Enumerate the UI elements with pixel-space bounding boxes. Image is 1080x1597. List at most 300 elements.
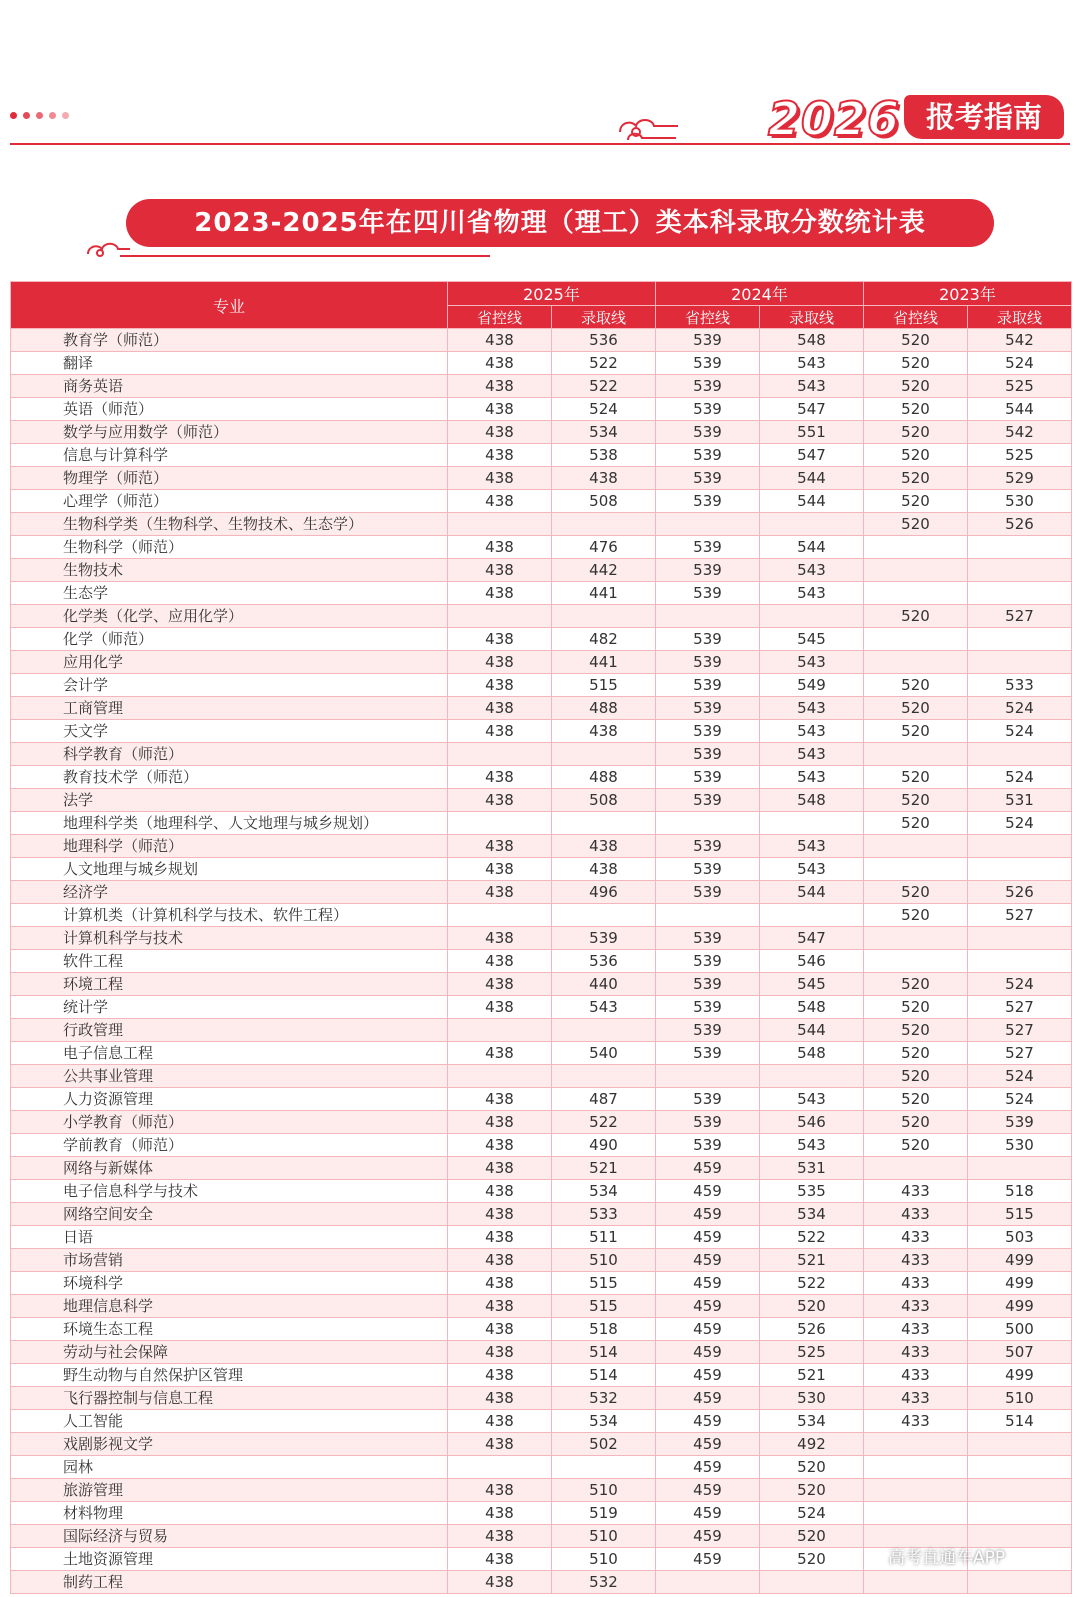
score-cell [968, 536, 1072, 559]
table-row [11, 1157, 1072, 1180]
score-cell: 539 [656, 559, 760, 582]
score-cell: 539 [656, 444, 760, 467]
table-row [11, 1433, 1072, 1456]
table-row [11, 720, 1072, 743]
score-cell [864, 858, 968, 881]
score-cell: 529 [968, 467, 1072, 490]
score-cell: 548 [760, 1042, 864, 1065]
score-cell [760, 605, 864, 628]
score-cell: 433 [864, 1180, 968, 1203]
major-name-cell: 天文学 [11, 720, 448, 743]
table-row [11, 1295, 1072, 1318]
table-row [11, 421, 1072, 444]
table-row [11, 444, 1072, 467]
major-name-cell: 野生动物与自然保护区管理 [11, 1364, 448, 1387]
score-cell: 433 [864, 1203, 968, 1226]
score-cell [552, 605, 656, 628]
score-cell: 508 [552, 789, 656, 812]
score-cell: 544 [760, 467, 864, 490]
score-cell: 499 [968, 1272, 1072, 1295]
table-row [11, 1065, 1072, 1088]
table-row [11, 467, 1072, 490]
score-cell: 459 [656, 1295, 760, 1318]
score-cell: 438 [448, 536, 552, 559]
score-cell [968, 559, 1072, 582]
score-cell [864, 835, 968, 858]
score-cell: 459 [656, 1272, 760, 1295]
major-name-cell: 生态学 [11, 582, 448, 605]
score-cell: 520 [760, 1479, 864, 1502]
score-cell: 539 [656, 1111, 760, 1134]
score-cell: 539 [656, 973, 760, 996]
score-cell: 441 [552, 651, 656, 674]
score-cell [448, 1065, 552, 1088]
score-cell: 520 [864, 1111, 968, 1134]
score-cell: 543 [760, 375, 864, 398]
page-title: 2023-2025年在四川省物理（理工）类本科录取分数统计表 [126, 199, 994, 247]
score-cell: 526 [760, 1318, 864, 1341]
score-cell: 524 [968, 812, 1072, 835]
score-cell: 511 [552, 1226, 656, 1249]
table-row [11, 904, 1072, 927]
score-cell: 525 [968, 375, 1072, 398]
table-row [11, 674, 1072, 697]
score-cell: 499 [968, 1249, 1072, 1272]
major-name-cell: 地理科学类（地理科学、人文地理与城乡规划） [11, 812, 448, 835]
score-cell: 520 [864, 398, 968, 421]
score-cell: 527 [968, 605, 1072, 628]
major-name-cell: 日语 [11, 1226, 448, 1249]
table-row [11, 1088, 1072, 1111]
sub-header: 省控线 [448, 306, 552, 329]
score-cell: 521 [552, 1157, 656, 1180]
table-row [11, 1134, 1072, 1157]
major-name-cell: 会计学 [11, 674, 448, 697]
score-cell: 438 [448, 973, 552, 996]
score-cell: 520 [864, 513, 968, 536]
score-cell: 526 [968, 881, 1072, 904]
score-cell [968, 582, 1072, 605]
score-cell: 438 [448, 582, 552, 605]
score-cell: 499 [968, 1364, 1072, 1387]
score-cell: 530 [760, 1387, 864, 1410]
major-name-cell: 国际经济与贸易 [11, 1525, 448, 1548]
table-row [11, 1410, 1072, 1433]
score-cell: 524 [968, 766, 1072, 789]
sub-header: 省控线 [656, 306, 760, 329]
score-cell: 520 [864, 605, 968, 628]
table-row [11, 513, 1072, 536]
score-cell: 543 [760, 582, 864, 605]
table-row [11, 789, 1072, 812]
score-cell [864, 743, 968, 766]
score-cell: 534 [552, 1410, 656, 1433]
score-cell: 520 [864, 996, 968, 1019]
major-name-cell: 教育学（师范） [11, 329, 448, 352]
table-row [11, 605, 1072, 628]
score-cell: 442 [552, 559, 656, 582]
score-cell: 520 [864, 674, 968, 697]
major-name-cell: 环境工程 [11, 973, 448, 996]
major-name-cell: 人工智能 [11, 1410, 448, 1433]
table-row [11, 1456, 1072, 1479]
major-name-cell: 电子信息科学与技术 [11, 1180, 448, 1203]
score-cell: 520 [864, 444, 968, 467]
major-name-cell: 数学与应用数学（师范） [11, 421, 448, 444]
table-row [11, 628, 1072, 651]
score-cell: 539 [656, 1134, 760, 1157]
score-cell: 548 [760, 996, 864, 1019]
score-cell: 527 [968, 1042, 1072, 1065]
score-cell: 500 [968, 1318, 1072, 1341]
score-cell: 520 [864, 1019, 968, 1042]
score-cell [760, 904, 864, 927]
score-cell: 539 [656, 421, 760, 444]
score-cell: 538 [552, 444, 656, 467]
score-cell [656, 605, 760, 628]
table-row [11, 927, 1072, 950]
score-cell: 539 [656, 766, 760, 789]
table-row [11, 1571, 1072, 1594]
score-cell [968, 743, 1072, 766]
table-row [11, 1203, 1072, 1226]
sub-header: 录取线 [968, 306, 1072, 329]
table-row [11, 881, 1072, 904]
score-cell: 510 [552, 1249, 656, 1272]
score-cell: 539 [656, 789, 760, 812]
score-cell: 438 [448, 881, 552, 904]
table-row [11, 1019, 1072, 1042]
score-cell: 539 [656, 1019, 760, 1042]
score-cell: 522 [552, 1111, 656, 1134]
major-name-cell: 网络与新媒体 [11, 1157, 448, 1180]
score-cell [864, 651, 968, 674]
score-cell [968, 1456, 1072, 1479]
major-name-cell: 园林 [11, 1456, 448, 1479]
table-row [11, 375, 1072, 398]
major-name-cell: 生物技术 [11, 559, 448, 582]
score-cell [656, 904, 760, 927]
score-cell: 441 [552, 582, 656, 605]
table-row [11, 743, 1072, 766]
table-row [11, 490, 1072, 513]
score-cell [760, 812, 864, 835]
score-cell: 539 [656, 697, 760, 720]
score-cell: 543 [760, 720, 864, 743]
score-cell: 438 [448, 1433, 552, 1456]
table-row [11, 996, 1072, 1019]
score-cell: 520 [864, 467, 968, 490]
major-name-cell: 网络空间安全 [11, 1203, 448, 1226]
score-cell [656, 513, 760, 536]
score-cell: 438 [448, 628, 552, 651]
score-cell: 520 [760, 1548, 864, 1571]
table-row [11, 1364, 1072, 1387]
score-cell: 438 [448, 1295, 552, 1318]
score-cell: 438 [448, 1341, 552, 1364]
major-name-cell: 地理信息科学 [11, 1295, 448, 1318]
score-cell: 543 [552, 996, 656, 1019]
score-cell: 510 [552, 1548, 656, 1571]
major-name-cell: 应用化学 [11, 651, 448, 674]
score-cell: 438 [448, 1088, 552, 1111]
score-cell: 515 [552, 1272, 656, 1295]
score-cell: 539 [656, 950, 760, 973]
table-row [11, 1226, 1072, 1249]
score-cell: 433 [864, 1341, 968, 1364]
score-cell: 524 [968, 973, 1072, 996]
score-cell: 438 [552, 835, 656, 858]
major-name-cell: 材料物理 [11, 1502, 448, 1525]
score-cell: 514 [552, 1364, 656, 1387]
score-cell [864, 927, 968, 950]
score-cell: 520 [760, 1295, 864, 1318]
score-cell: 539 [656, 858, 760, 881]
score-cell: 543 [760, 352, 864, 375]
score-cell: 433 [864, 1410, 968, 1433]
score-cell: 521 [760, 1249, 864, 1272]
score-cell: 547 [760, 927, 864, 950]
score-cell: 459 [656, 1502, 760, 1525]
table-row [11, 973, 1072, 996]
year-header-2024: 2024年 [656, 282, 864, 306]
score-cell: 534 [552, 1180, 656, 1203]
table-row [11, 835, 1072, 858]
year-header-2023: 2023年 [864, 282, 1072, 306]
major-name-cell: 电子信息工程 [11, 1042, 448, 1065]
major-name-cell: 化学类（化学、应用化学） [11, 605, 448, 628]
major-name-cell: 人力资源管理 [11, 1088, 448, 1111]
major-name-cell: 旅游管理 [11, 1479, 448, 1502]
score-cell [864, 1456, 968, 1479]
score-cell: 438 [552, 467, 656, 490]
score-cell: 532 [552, 1387, 656, 1410]
score-cell [864, 582, 968, 605]
score-cell [864, 1479, 968, 1502]
score-cell: 510 [552, 1479, 656, 1502]
table-row [11, 1479, 1072, 1502]
score-cell: 459 [656, 1341, 760, 1364]
score-cell: 527 [968, 996, 1072, 1019]
score-cell: 438 [448, 375, 552, 398]
score-cell: 543 [760, 697, 864, 720]
score-cell: 433 [864, 1226, 968, 1249]
score-cell: 524 [968, 1065, 1072, 1088]
score-cell: 482 [552, 628, 656, 651]
table-row [11, 858, 1072, 881]
score-cell: 438 [552, 858, 656, 881]
score-cell: 459 [656, 1226, 760, 1249]
score-cell: 524 [968, 352, 1072, 375]
score-cell: 520 [864, 375, 968, 398]
score-cell: 438 [448, 1364, 552, 1387]
score-cell: 527 [968, 1019, 1072, 1042]
major-name-cell: 生物科学（师范） [11, 536, 448, 559]
score-cell: 438 [448, 1134, 552, 1157]
major-name-cell: 计算机类（计算机科学与技术、软件工程） [11, 904, 448, 927]
score-cell: 520 [864, 904, 968, 927]
score-cell: 438 [448, 352, 552, 375]
score-cell: 438 [448, 490, 552, 513]
score-cell: 522 [760, 1226, 864, 1249]
score-cell: 438 [448, 1479, 552, 1502]
score-cell: 547 [760, 444, 864, 467]
score-cell: 438 [448, 398, 552, 421]
score-cell: 522 [760, 1272, 864, 1295]
score-cell: 519 [552, 1502, 656, 1525]
score-cell: 544 [968, 398, 1072, 421]
score-cell: 533 [552, 1203, 656, 1226]
score-cell: 539 [656, 536, 760, 559]
score-cell: 488 [552, 697, 656, 720]
score-cell: 520 [864, 1042, 968, 1065]
score-cell: 539 [656, 674, 760, 697]
score-cell: 539 [656, 352, 760, 375]
score-cell: 534 [760, 1203, 864, 1226]
score-cell [656, 1571, 760, 1594]
score-table [10, 281, 1072, 1594]
cloud-ornament-icon [618, 112, 680, 146]
score-cell: 438 [448, 1571, 552, 1594]
score-cell: 438 [448, 467, 552, 490]
score-cell: 539 [656, 743, 760, 766]
score-cell: 539 [656, 582, 760, 605]
score-cell: 507 [968, 1341, 1072, 1364]
score-cell: 492 [760, 1433, 864, 1456]
score-cell [552, 743, 656, 766]
score-cell: 503 [968, 1226, 1072, 1249]
score-cell: 544 [760, 536, 864, 559]
major-name-cell: 工商管理 [11, 697, 448, 720]
year-badge: 2026 [768, 92, 901, 146]
score-cell [864, 1571, 968, 1594]
score-cell: 433 [864, 1272, 968, 1295]
score-cell: 459 [656, 1180, 760, 1203]
score-cell: 532 [552, 1571, 656, 1594]
score-cell [448, 513, 552, 536]
sub-header: 省控线 [864, 306, 968, 329]
score-cell: 533 [968, 674, 1072, 697]
score-cell: 459 [656, 1387, 760, 1410]
score-cell: 540 [552, 1042, 656, 1065]
score-cell: 545 [760, 628, 864, 651]
score-cell: 543 [760, 858, 864, 881]
major-name-cell: 法学 [11, 789, 448, 812]
score-cell: 544 [760, 881, 864, 904]
score-cell [552, 1019, 656, 1042]
sub-header: 录取线 [760, 306, 864, 329]
table-row [11, 950, 1072, 973]
score-cell: 539 [656, 881, 760, 904]
score-cell [864, 559, 968, 582]
score-cell: 499 [968, 1295, 1072, 1318]
score-cell: 530 [968, 1134, 1072, 1157]
score-cell: 524 [552, 398, 656, 421]
score-cell [864, 1502, 968, 1525]
score-cell: 490 [552, 1134, 656, 1157]
score-cell [864, 1433, 968, 1456]
table-row [11, 536, 1072, 559]
score-cell: 433 [864, 1249, 968, 1272]
score-cell [968, 1433, 1072, 1456]
major-name-cell: 公共事业管理 [11, 1065, 448, 1088]
score-cell: 459 [656, 1433, 760, 1456]
score-cell: 534 [760, 1410, 864, 1433]
score-cell [968, 950, 1072, 973]
major-name-cell: 信息与计算科学 [11, 444, 448, 467]
score-cell [864, 1157, 968, 1180]
score-cell [552, 1065, 656, 1088]
score-cell: 438 [448, 1548, 552, 1571]
score-cell: 520 [864, 881, 968, 904]
score-cell [968, 1571, 1072, 1594]
score-cell: 520 [864, 766, 968, 789]
score-cell: 438 [448, 1180, 552, 1203]
major-name-cell: 经济学 [11, 881, 448, 904]
score-cell: 459 [656, 1318, 760, 1341]
table-row [11, 1111, 1072, 1134]
major-name-cell: 化学（师范） [11, 628, 448, 651]
score-cell: 438 [448, 1157, 552, 1180]
score-cell: 539 [656, 927, 760, 950]
score-cell [448, 904, 552, 927]
major-name-cell: 英语（师范） [11, 398, 448, 421]
score-cell: 433 [864, 1387, 968, 1410]
score-cell [864, 628, 968, 651]
table-row [11, 1387, 1072, 1410]
score-cell: 433 [864, 1295, 968, 1318]
score-cell: 525 [760, 1341, 864, 1364]
table-body [11, 329, 1072, 1594]
score-cell: 440 [552, 973, 656, 996]
score-cell: 539 [656, 1088, 760, 1111]
score-cell: 544 [760, 1019, 864, 1042]
score-cell: 543 [760, 1088, 864, 1111]
major-name-cell: 计算机科学与技术 [11, 927, 448, 950]
score-cell: 438 [448, 559, 552, 582]
table-row [11, 1180, 1072, 1203]
sub-header: 录取线 [552, 306, 656, 329]
score-cell: 547 [760, 398, 864, 421]
guide-badge: 报考指南 [904, 95, 1064, 139]
score-cell: 522 [552, 352, 656, 375]
score-cell: 520 [864, 697, 968, 720]
score-cell: 543 [760, 835, 864, 858]
score-cell [448, 1019, 552, 1042]
major-name-cell: 生物科学类（生物科学、生物技术、生态学） [11, 513, 448, 536]
major-name-cell: 科学教育（师范） [11, 743, 448, 766]
score-cell: 476 [552, 536, 656, 559]
score-cell: 515 [552, 1295, 656, 1318]
score-cell: 527 [968, 904, 1072, 927]
score-cell: 539 [656, 996, 760, 1019]
watermark: 高考直通车APP [888, 1548, 1006, 1568]
score-cell: 542 [968, 329, 1072, 352]
header-rule [10, 143, 1070, 145]
score-cell: 438 [448, 950, 552, 973]
score-cell: 438 [448, 1502, 552, 1525]
score-cell: 508 [552, 490, 656, 513]
major-header: 专业 [11, 282, 448, 329]
table-row [11, 329, 1072, 352]
score-cell: 438 [448, 674, 552, 697]
score-cell: 543 [760, 1134, 864, 1157]
score-cell: 539 [656, 490, 760, 513]
score-cell: 536 [552, 950, 656, 973]
major-name-cell: 教育技术学（师范） [11, 766, 448, 789]
score-cell [864, 950, 968, 973]
score-cell: 548 [760, 329, 864, 352]
